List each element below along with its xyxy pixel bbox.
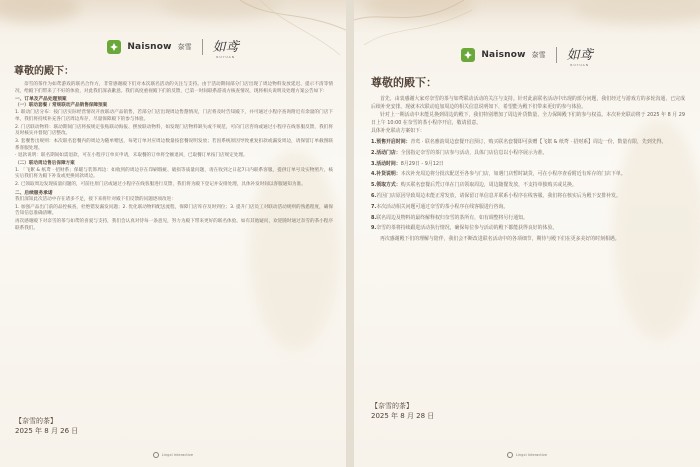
paragraph: 1. 联动门店分布：按门店实际经营情况开放联动产品销售，若部分门店出现周边售罄情况，门店将及时告知殿下，并可通过小程序查询附近有余量的门店下单，我们将持续补充各门店周边库存，尽量保障殿下的参与体验。 <box>15 110 333 122</box>
signature-org: 【奈雪的茶】 <box>371 402 413 410</box>
signature-org: 【奈雪的茶】 <box>15 417 57 425</box>
plan-item-label: 7. <box>371 203 377 210</box>
subsection-title: （二）联动周边售后保障方案 <box>15 161 75 167</box>
plan-item-text: 若因门店原因导致周边未能正常发放，请保留订单信息并联系小程序在线客服，我们将在核实后为殿下安排补发。 <box>376 192 621 199</box>
plan-list-item <box>371 161 685 169</box>
plan-list-item <box>371 193 685 201</box>
plan-item-label: 1.预售开启时间： <box>371 138 411 145</box>
page-gutter <box>346 0 354 467</box>
plan-item-text: 本次补充周边将分批次配送至各参与门店，如遇门店暂时缺货，可在小程序查看附近有库存的门店下单。 <box>400 171 626 178</box>
plan-list-item <box>371 225 685 233</box>
plan-item-text: 联名周边及物料的最终解释权归奈雪的茶所有，如有调整将另行通知。 <box>376 214 528 221</box>
brand-name-cn: 奈雪 <box>177 43 192 51</box>
paragraph: 针对上一期活动中未能兑换到周边的殿下，我们特别增加了周边补货数量，全力保障殿下们的参与权益。本次补充联动将于 2025 年 8 月 29 日上午 10:00 在奈雪的茶小程序开启，敬请留意。 <box>371 112 685 126</box>
paragraph: 1. 加强产品出门前的品控核查，杜绝错发漏发问题；2. 优化联动物料配送流程，保障门店库存及时到位；3. 提升门店员工对联动活动规则的熟悉程度，确保告知信息准确清晰。 <box>15 204 333 217</box>
paragraph: 具体补充联动方案如下： <box>371 128 425 135</box>
plan-item-text: 全国指定奈雪的茶门店参与活动，具体门店信息以小程序展示为准。 <box>400 149 548 156</box>
plan-item-label: 8. <box>371 214 377 221</box>
plan-item-label: 3.活动时间： <box>371 160 401 167</box>
intro-paragraph: 首先，由衷感谢大家对奈雪的茶与如鸢联动活动的关注与支持。针对此前联名活动中出现的部分问题，我们经过与游戏方的多轮沟通，已完成后续补充安排。现就本次联动追加周边的相关信息说明如下，希望能为殿下们带来更好的参与体验。 <box>371 96 685 110</box>
signature-date: 2025 年 8 月 26 日 <box>15 427 79 435</box>
brand-name-cn: 奈雪 <box>531 51 546 59</box>
notice-body <box>15 82 333 233</box>
brand-name-en: Naisnow <box>481 50 526 60</box>
footer <box>0 452 346 458</box>
plan-list-item <box>371 215 685 223</box>
game-logo: 如鸢 RUYUAN <box>212 39 239 59</box>
footer-text: Lingxi Interactive <box>515 453 548 457</box>
intro-paragraph: 奈雪的茶作为如鸢游戏的联名合作方，非常感谢殿下们对本次联名活动的关注与支持。由于活动期间部分门店出现了周边物料发放延迟、提示不清等情况，给殿下们带来了不好的体验，对此我们深表歉意。我们高度重视殿下们的反馈，已第一时间联系游戏方核查情况，现将相关说明及处理方案公告如下： <box>15 82 333 94</box>
greeting: 尊敬的殿下： <box>14 66 74 77</box>
section-title: 一、订单及产品处理预案 <box>15 97 67 103</box>
brand-name-en: Naisnow <box>127 42 172 52</box>
paragraph: 1. 「飞絮 & 纸鸢 · 招财系」保暖与装饰周边：如收到的周边存在印刷瑕疵、破损等质量问题，请在收到之日起7日内联系客服，提供订单号及实物照片，核实后我们将为殿下补发或更换同款周边。 <box>15 167 333 180</box>
plan-item-label: 4.补货说明： <box>371 171 401 178</box>
signature-date: 2025 年 8 月 28 日 <box>371 412 435 420</box>
paragraph: 我们深知此次活动中存在诸多不足，接下来将针对殿下们反馈的问题逐项改进： <box>15 196 176 202</box>
section-title: 二、后续服务承诺 <box>15 190 53 196</box>
paragraph: · 退款说明：联名期间如需退款，可在小程序订单页申请，未取餐的订单将全额退回，已取餐订单按门店规定处理。 <box>15 153 248 159</box>
plan-item-text: 奈雪的茶将持续跟进活动执行情况，确保每位参与活动的殿下都能获得良好的体验。 <box>376 225 558 232</box>
paragraph: 3. 套餐售出规则：本次联名套餐内的周边为随单赠送，每笔订单对应周边数量按套餐说明发放；若因系统原因导致重复扣款或漏发周边，请保留订单截图联系客服处理。 <box>15 138 333 151</box>
notice-page-right <box>354 0 700 467</box>
plan-list-item <box>371 182 685 190</box>
plan-list-item <box>371 204 685 212</box>
footer-text: Lingxi Interactive <box>161 453 194 457</box>
greeting: 尊敬的殿下： <box>371 76 437 89</box>
plan-list-item <box>371 171 685 179</box>
signature-block <box>371 401 434 421</box>
footer <box>354 452 700 458</box>
plan-item-label: 6. <box>371 192 377 199</box>
plan-item-label: 5.领取方式： <box>371 182 401 189</box>
plan-item-text: 青鸾 · 联名雅韵周边套餐开启预订，购买联名套餐即可获赠【飞絮 & 纸鸢 · 招财系】周边一份，数量有限，先到先得。 <box>410 138 667 145</box>
plan-list <box>371 139 685 233</box>
divider <box>202 39 203 55</box>
naisnow-logo-icon <box>107 40 121 54</box>
paragraph: 再次感谢殿下对奈雪的茶与如鸢的喜爱与支持，我们会认真对待每一条意见，努力为殿下带来更好的联名体验。如有其他疑问，欢迎随时通过奈雪的茶小程序联系我们。 <box>15 218 333 231</box>
plan-item-text: 8月29日 - 9月12日 <box>400 160 444 167</box>
brand-header <box>0 36 346 58</box>
paragraph: 2. 门店联动物料：联动期间门店将按规定张贴联动海报、摆放联动物料，如发现门店物料缺失或不规范，可向门店咨询或通过小程序在线客服反馈，我们将及时核实并督促门店整改。 <box>15 124 333 137</box>
plan-list-item <box>371 150 685 158</box>
brand-header <box>354 44 700 66</box>
divider <box>556 47 557 63</box>
plan-item-text: 本次活动相关问题可通过奈雪的茶小程序在线客服进行咨询。 <box>376 203 509 210</box>
notice-body <box>371 96 685 245</box>
copyright-icon <box>153 452 159 458</box>
plan-item-label: 9. <box>371 225 377 232</box>
plan-item-text: 购买联名套餐后凭订单在门店领取周边，周边随餐发放，不支持单独购买或兑换。 <box>400 182 577 189</box>
copyright-icon <box>507 452 513 458</box>
plan-item-label: 2.活动门店： <box>371 149 401 156</box>
subsection-title: （一）联动套餐 / 常规联动产品销售保障预案 <box>15 103 108 109</box>
plan-list-item <box>371 139 685 147</box>
game-logo: 如鸢 RUYUAN <box>566 47 593 67</box>
paragraph: 2. 已领取周边发现质量问题的，可前往原门店或通过小程序在线客服进行反馈，我们将为殿下登记并安排处理，具体补发时间以客服通知为准。 <box>15 182 306 188</box>
naisnow-logo-icon <box>461 48 475 62</box>
signature-block <box>15 416 78 436</box>
closing-paragraph: 再次感谢殿下们的理解与陪伴，我们会不断改进联名活动中的各项细节，期待与殿下们在更多美好的时刻相遇。 <box>380 236 620 243</box>
notice-page-left <box>0 0 346 467</box>
